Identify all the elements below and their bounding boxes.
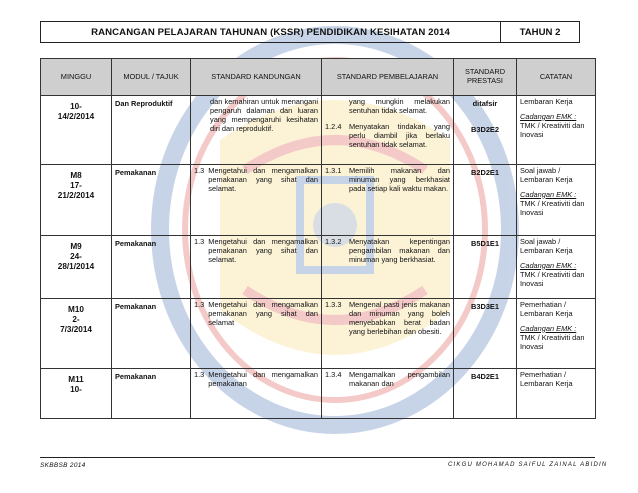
week-cell <box>41 299 112 369</box>
prestasi-code: ditafsir <box>472 99 498 108</box>
pembelajaran-text: Menyatakan tindakan yang perlu diambil jika berlaku sentuhan tidak selamat. <box>349 121 450 149</box>
week-line: 7/3/2014 <box>60 324 92 334</box>
kandungan-text: Mengetahui dan mengamalkan pemakanan <box>208 370 318 388</box>
table-row <box>41 236 596 299</box>
kandungan-cell <box>191 236 322 299</box>
pembelajaran-number: 1.3.2 <box>325 237 342 246</box>
pembelajaran-text: Memilih makanan dan minuman yang berkhasiat pada setiap kali waktu makan. <box>349 166 450 193</box>
table-row <box>41 299 596 369</box>
kandungan-text: Mengetahui dan mengamalkan pemakanan yang sihat dan selamat. <box>208 237 318 264</box>
column-header: STANDARD PEMBELAJARAN <box>322 59 454 96</box>
prestasi-code: B5D1E1 <box>471 239 499 248</box>
pembelajaran-number: 1.3.3 <box>325 300 342 309</box>
week-line: 10- <box>70 102 82 111</box>
pembelajaran-cell <box>322 369 454 419</box>
catatan-activity: Pemerhatian / Lembaran Kerja <box>520 300 573 318</box>
table-row <box>41 369 596 419</box>
year-label: TAHUN 2 <box>500 22 579 42</box>
catatan-cell <box>517 236 596 299</box>
week-cell <box>41 96 112 165</box>
column-header: STANDARD PRESTASI <box>454 59 517 96</box>
week-line: 17- <box>70 180 82 190</box>
catatan-emk-text: TMK / Kreativiti dan Inovasi <box>520 120 585 139</box>
table-row <box>41 165 596 236</box>
catatan-emk-heading: Cadangan EMK : <box>520 111 577 121</box>
pembelajaran-cell <box>322 96 454 165</box>
column-header: MINGGU <box>41 59 112 96</box>
column-header: CATATAN <box>517 59 596 96</box>
week-line: M11 <box>68 375 84 384</box>
footer-divider <box>40 457 595 458</box>
kandungan-cell <box>191 165 322 236</box>
kandungan-cell <box>191 96 322 165</box>
week-line: 21/2/2014 <box>57 190 95 200</box>
prestasi-code: B3D2E2 <box>471 124 499 134</box>
catatan-cell <box>517 299 596 369</box>
prestasi-cell <box>454 96 517 165</box>
catatan-emk-heading: Cadangan EMK : <box>520 189 577 199</box>
catatan-cell <box>517 96 596 165</box>
kandungan-text: Mengetahui dan mengamalkan pemakanan yang sihat dan selamat. <box>208 166 318 193</box>
pembelajaran-number <box>325 98 345 116</box>
kandungan-number: 1.3 <box>194 237 205 246</box>
kandungan-cell <box>191 369 322 419</box>
module-cell: Dan Reproduktif <box>112 96 191 165</box>
pembelajaran-text: Mengenal pasti jenis makanan dan minuman yang boleh menyebabkan berat badan yang berlebihan dan obesiti. <box>349 300 450 336</box>
prestasi-code: B3D3E1 <box>471 302 499 311</box>
footer-right: CIKGU MOHAMAD SAIFUL ZAINAL ABIDIN <box>448 462 608 468</box>
kandungan-text: dan kemahiran untuk menangani pengaruh dalaman dan luaran yang mempengaruhi kesihatan diri dan reproduktif. <box>210 97 318 133</box>
kandungan-number: 1.3 <box>194 166 205 175</box>
pembelajaran-cell <box>322 165 454 236</box>
week-line: 10- <box>70 384 82 394</box>
week-cell <box>41 369 112 419</box>
kandungan-number <box>194 98 206 134</box>
column-header: STANDARD KANDUNGAN <box>191 59 322 96</box>
pembelajaran-text: Mengamalkan pengambilan makanan dan <box>349 370 450 388</box>
week-line: M10 <box>68 305 84 314</box>
catatan-emk-heading: Cadangan EMK : <box>520 260 577 270</box>
lesson-plan-table <box>40 58 596 419</box>
week-line: 2- <box>72 314 80 324</box>
pembelajaran-text: Menyatakan kepentingan pengambilan makanan dan minuman yang berkhasiat. <box>349 237 450 264</box>
kandungan-number: 1.3 <box>194 370 205 379</box>
week-line: 28/1/2014 <box>57 261 95 271</box>
kandungan-cell <box>191 299 322 369</box>
catatan-emk-heading: Cadangan EMK : <box>520 323 577 333</box>
prestasi-cell <box>454 299 517 369</box>
week-line: M8 <box>70 171 82 180</box>
module-cell: Pemakanan <box>112 236 191 299</box>
prestasi-code: B4D2E1 <box>471 372 499 381</box>
pembelajaran-cell <box>322 236 454 299</box>
catatan-activity: Soal jawab / Lembaran Kerja <box>520 237 573 255</box>
week-line: 24- <box>70 251 82 261</box>
table-row <box>41 96 596 165</box>
prestasi-cell <box>454 236 517 299</box>
catatan-cell <box>517 165 596 236</box>
week-cell <box>41 236 112 299</box>
catatan-emk-text: TMK / Kreativiti dan Inovasi <box>520 332 585 351</box>
pembelajaran-number: 1.3.1 <box>325 166 342 175</box>
pembelajaran-number: 1.3.4 <box>325 370 342 379</box>
module-cell: Pemakanan <box>112 165 191 236</box>
prestasi-cell <box>454 165 517 236</box>
table-body <box>41 96 596 419</box>
kandungan-number: 1.3 <box>194 300 205 309</box>
module-cell: Pemakanan <box>112 299 191 369</box>
pembelajaran-text: yang mungkin melakukan sentuhan tidak selamat. <box>349 97 450 115</box>
catatan-cell <box>517 369 596 419</box>
kandungan-text: Mengetahui dan mengamalkan pemakanan yang sihat dan selamat <box>208 300 318 327</box>
prestasi-cell <box>454 369 517 419</box>
catatan-activity: Lembaran Kerja <box>520 97 573 106</box>
footer-left: SKBBSB 2014 <box>40 462 86 469</box>
pembelajaran-cell <box>322 299 454 369</box>
catatan-emk-text: TMK / Kreativiti dan Inovasi <box>520 198 585 217</box>
catatan-activity: Pemerhatian / Lembaran Kerja <box>520 370 573 388</box>
page-title: RANCANGAN PELAJARAN TAHUNAN (KSSR) PENDIDIKAN KESIHATAN 2014 <box>91 26 450 38</box>
header-box <box>40 21 580 43</box>
week-line: 14/2/2014 <box>57 111 95 121</box>
table-header-row <box>41 59 596 96</box>
week-cell <box>41 165 112 236</box>
column-header: MODUL / TAJUK <box>112 59 191 96</box>
catatan-emk-text: TMK / Kreativiti dan Inovasi <box>520 269 585 288</box>
module-cell: Pemakanan <box>112 369 191 419</box>
pembelajaran-number: 1.2.4 <box>325 121 342 131</box>
week-line: M9 <box>70 242 82 251</box>
catatan-activity: Soal jawab / Lembaran Kerja <box>520 166 573 184</box>
prestasi-code: B2D2E1 <box>471 168 499 177</box>
